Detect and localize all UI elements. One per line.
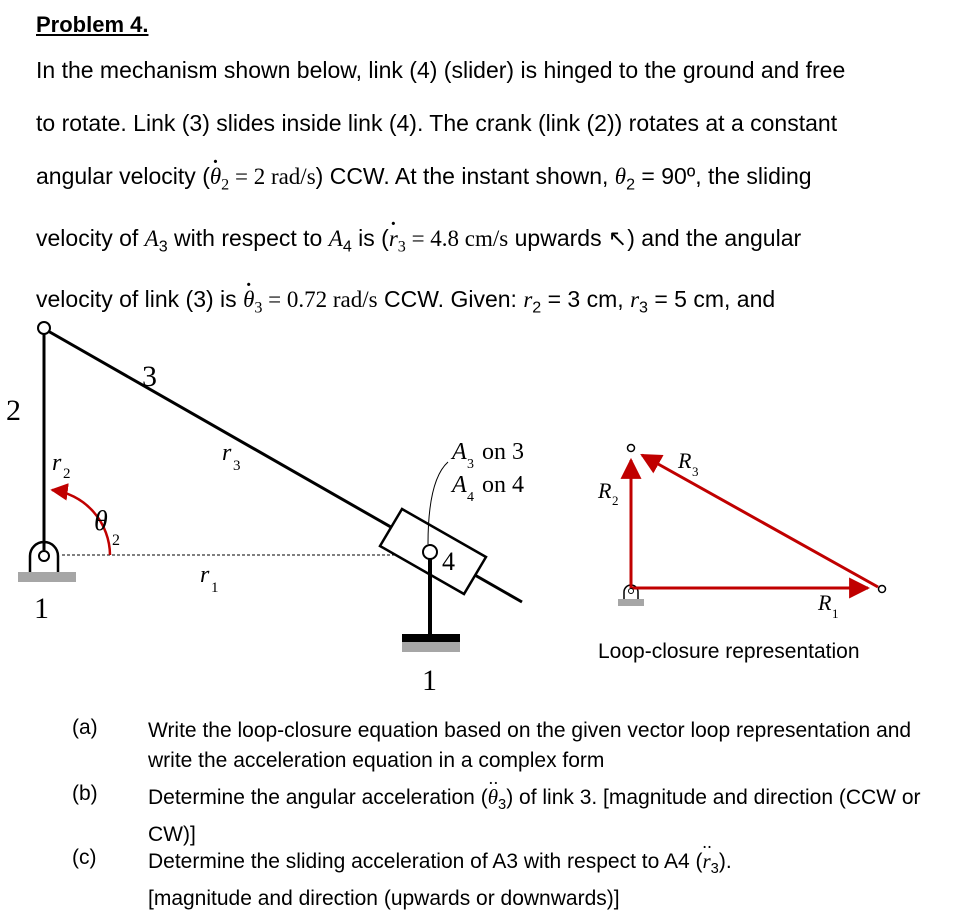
line3-text-a: angular velocity ( (36, 163, 210, 189)
theta3-dot-symbol: θ · (243, 273, 254, 326)
theta2-subscript: 2 (626, 175, 636, 194)
label-r2-sub: 2 (63, 466, 71, 482)
label-r1: r (200, 562, 210, 588)
problem-statement (36, 44, 951, 335)
label-R3: R (678, 448, 692, 473)
line4-text-b: with respect to (167, 224, 329, 251)
r3-subscript: 3 (639, 298, 648, 317)
r3-ddot-subscript: 3 (710, 861, 719, 878)
r3-dot-value: = 4.8 cm/s (405, 225, 509, 251)
label-R3-sub: 3 (692, 464, 699, 479)
label-R1: R (818, 590, 832, 615)
a3-symbol: A (144, 225, 159, 251)
point-a (423, 545, 437, 559)
loop-ground-hatch (618, 599, 644, 606)
pivot-pin-left (39, 551, 49, 561)
question-c-text-1: Determine the sliding acceleration of A3 with respect to A4 ( (148, 850, 703, 873)
theta2-dot-symbol: θ · (210, 150, 221, 203)
question-c-label: (c) (72, 846, 97, 869)
statement-line-4 (36, 212, 951, 274)
statement-line-2: to rotate. Link (3) slides inside link (4). The crank (link (2)) rotates at a constant (36, 110, 838, 136)
line4-text-a: velocity of (36, 224, 145, 251)
statement-line-1: In the mechanism shown below, link (4) (slider) is hinged to the ground and free (36, 57, 846, 83)
line5-text-a: velocity of link (3) is (36, 286, 244, 313)
label-a4-sub: 4 (467, 490, 474, 505)
label-theta2: θ (94, 506, 108, 537)
r2-symbol: r (523, 287, 533, 313)
problem-title: Problem 4. (36, 12, 149, 37)
a4-subscript: 4 (342, 237, 352, 256)
r3-symbol: r (630, 287, 640, 313)
a4-symbol: A (328, 225, 343, 251)
question-a-text: Write the loop-closure equation based on the given vector loop representation and write the acceleration equation in a complex form (148, 719, 912, 772)
line4-text-e: upwards ↖) and the angular (508, 224, 802, 251)
r3-dot-symbol: r · (389, 212, 398, 265)
label-ground-1-bottom: 1 (422, 664, 437, 697)
question-a-label: (a) (72, 716, 98, 739)
question-b-label: (b) (72, 782, 98, 805)
label-R2-sub: 2 (612, 493, 619, 508)
theta2-symbol: θ (614, 164, 627, 189)
line4-text-c: is ( (351, 224, 389, 251)
r3-dot-subscript: 3 (397, 238, 406, 256)
label-a3: A (452, 439, 467, 465)
label-r3: r (222, 440, 232, 466)
theta3-dot-value: = 0.72 rad/s (262, 287, 378, 313)
label-r2: r (52, 450, 62, 476)
statement-line-3 (36, 150, 951, 212)
loop-joint-top (628, 445, 635, 452)
r3-ddot-symbol: r ·· (702, 846, 710, 876)
vector-r3 (642, 455, 878, 587)
a3-subscript: 3 (158, 237, 168, 256)
question-b-text-1: Determine the angular acceleration ( (148, 786, 488, 809)
loop-joint-right (879, 586, 886, 593)
label-link-3: 3 (142, 360, 157, 393)
label-link-4: 4 (442, 547, 455, 576)
line5-text-c: CCW. Given: (377, 286, 524, 313)
theta3-ddot-symbol: θ ·· (488, 782, 498, 812)
question-b-text-2: ) of link 3. [magnitude and direction (CCW or CW)] (148, 786, 921, 847)
label-ground-1-left: 1 (34, 592, 49, 625)
r2-subscript: 2 (532, 298, 542, 317)
theta2-dot-subscript: 2 (221, 176, 230, 194)
line5-text-e: = 5 cm, and (647, 286, 776, 313)
slider-base (402, 634, 460, 642)
question-c-text (148, 846, 958, 914)
question-c-text-3: [magnitude and direction (upwards or downwards)] (148, 887, 620, 911)
loop-closure-caption: Loop-closure representation (598, 640, 860, 663)
ground-pivot-left (18, 542, 76, 582)
label-link-2: 2 (6, 394, 21, 427)
ground-hatch-right (402, 642, 460, 652)
label-a4-on: on 4 (482, 472, 524, 498)
label-R1-sub: 1 (832, 606, 839, 621)
ground-hatch-left (18, 572, 76, 582)
slider-link-4 (380, 509, 486, 652)
label-theta2-sub: 2 (112, 532, 120, 549)
theta3-dot-subscript: 3 (254, 299, 263, 317)
label-a3-sub: 3 (467, 457, 474, 472)
loop-pivot-pin (629, 589, 634, 594)
question-c-text-2: ). (718, 850, 732, 873)
line5-text-d: = 3 cm, (541, 286, 631, 313)
line3-text-d: = 90º, the sliding (635, 163, 812, 189)
theta2-dot-value: = 2 rad/s (229, 164, 316, 189)
line3-text-c: ) CCW. At the instant shown, (315, 163, 615, 189)
label-r1-sub: 1 (211, 580, 219, 596)
mechanism-figure (0, 300, 972, 700)
loop-closure-diagram (618, 445, 886, 607)
label-a3-on: on 3 (482, 439, 524, 465)
label-r3-sub: 3 (233, 458, 241, 474)
label-R2: R (598, 478, 612, 503)
theta3-ddot-subscript: 3 (498, 797, 507, 814)
label-a4: A (452, 472, 467, 498)
question-b-text (148, 782, 958, 850)
